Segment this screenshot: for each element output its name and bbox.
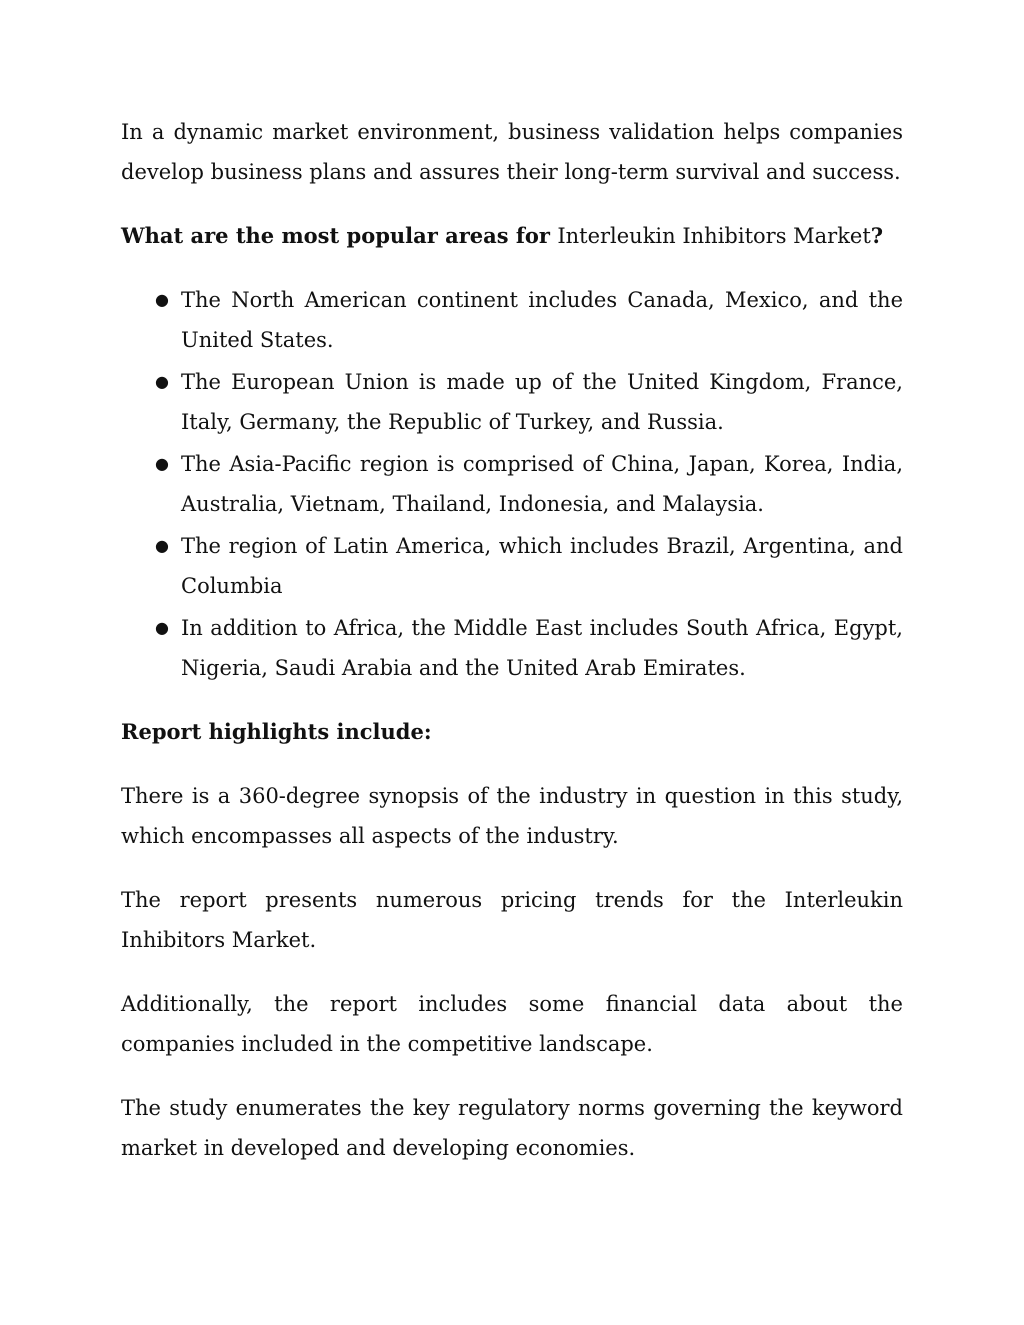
document-page	[121, 112, 903, 1192]
intro-paragraph: In a dynamic market environment, business validation helps companies develop business plans and assures their long-term survival and success.	[121, 120, 903, 184]
region-text: In addition to Africa, the Middle East includes South Africa, Egypt, Nigeria, Saudi Arabia and the United Arab Emirates.	[181, 616, 903, 680]
areas-heading-prefix: What are the most popular areas for	[121, 223, 550, 248]
highlights-heading: Report highlights include:	[121, 719, 432, 744]
bullet-icon: ●	[155, 454, 169, 473]
areas-heading-market-name: Interleukin Inhibitors Market	[557, 224, 871, 248]
highlight-paragraph: The report presents numerous pricing trends for the Interleukin Inhibitors Market.	[121, 888, 903, 952]
areas-heading	[121, 216, 903, 256]
list-item	[121, 526, 903, 606]
highlight-paragraph: Additionally, the report includes some financial data about the companies included in the competitive landscape.	[121, 992, 903, 1056]
region-text: The Asia-Pacific region is comprised of China, Japan, Korea, India, Australia, Vietnam, Thailand, Indonesia, and Malaysia.	[181, 452, 903, 516]
list-item	[121, 362, 903, 442]
areas-heading-suffix: ?	[870, 223, 884, 248]
highlight-paragraph: There is a 360-degree synopsis of the industry in question in this study, which encompasses all aspects of the industry.	[121, 784, 903, 848]
list-item	[121, 444, 903, 524]
region-text: The region of Latin America, which includes Brazil, Argentina, and Columbia	[181, 534, 903, 598]
list-item	[121, 280, 903, 360]
bullet-icon: ●	[155, 536, 169, 555]
highlight-paragraph: The study enumerates the key regulatory norms governing the keyword market in developed and developing economies.	[121, 1096, 903, 1160]
region-text: The North American continent includes Canada, Mexico, and the United States.	[181, 288, 903, 352]
bullet-icon: ●	[155, 290, 169, 309]
list-item	[121, 608, 903, 688]
bullet-icon: ●	[155, 372, 169, 391]
region-text: The European Union is made up of the United Kingdom, France, Italy, Germany, the Republic of Turkey, and Russia.	[181, 370, 903, 434]
bullet-icon: ●	[155, 618, 169, 637]
regions-list	[121, 280, 903, 688]
